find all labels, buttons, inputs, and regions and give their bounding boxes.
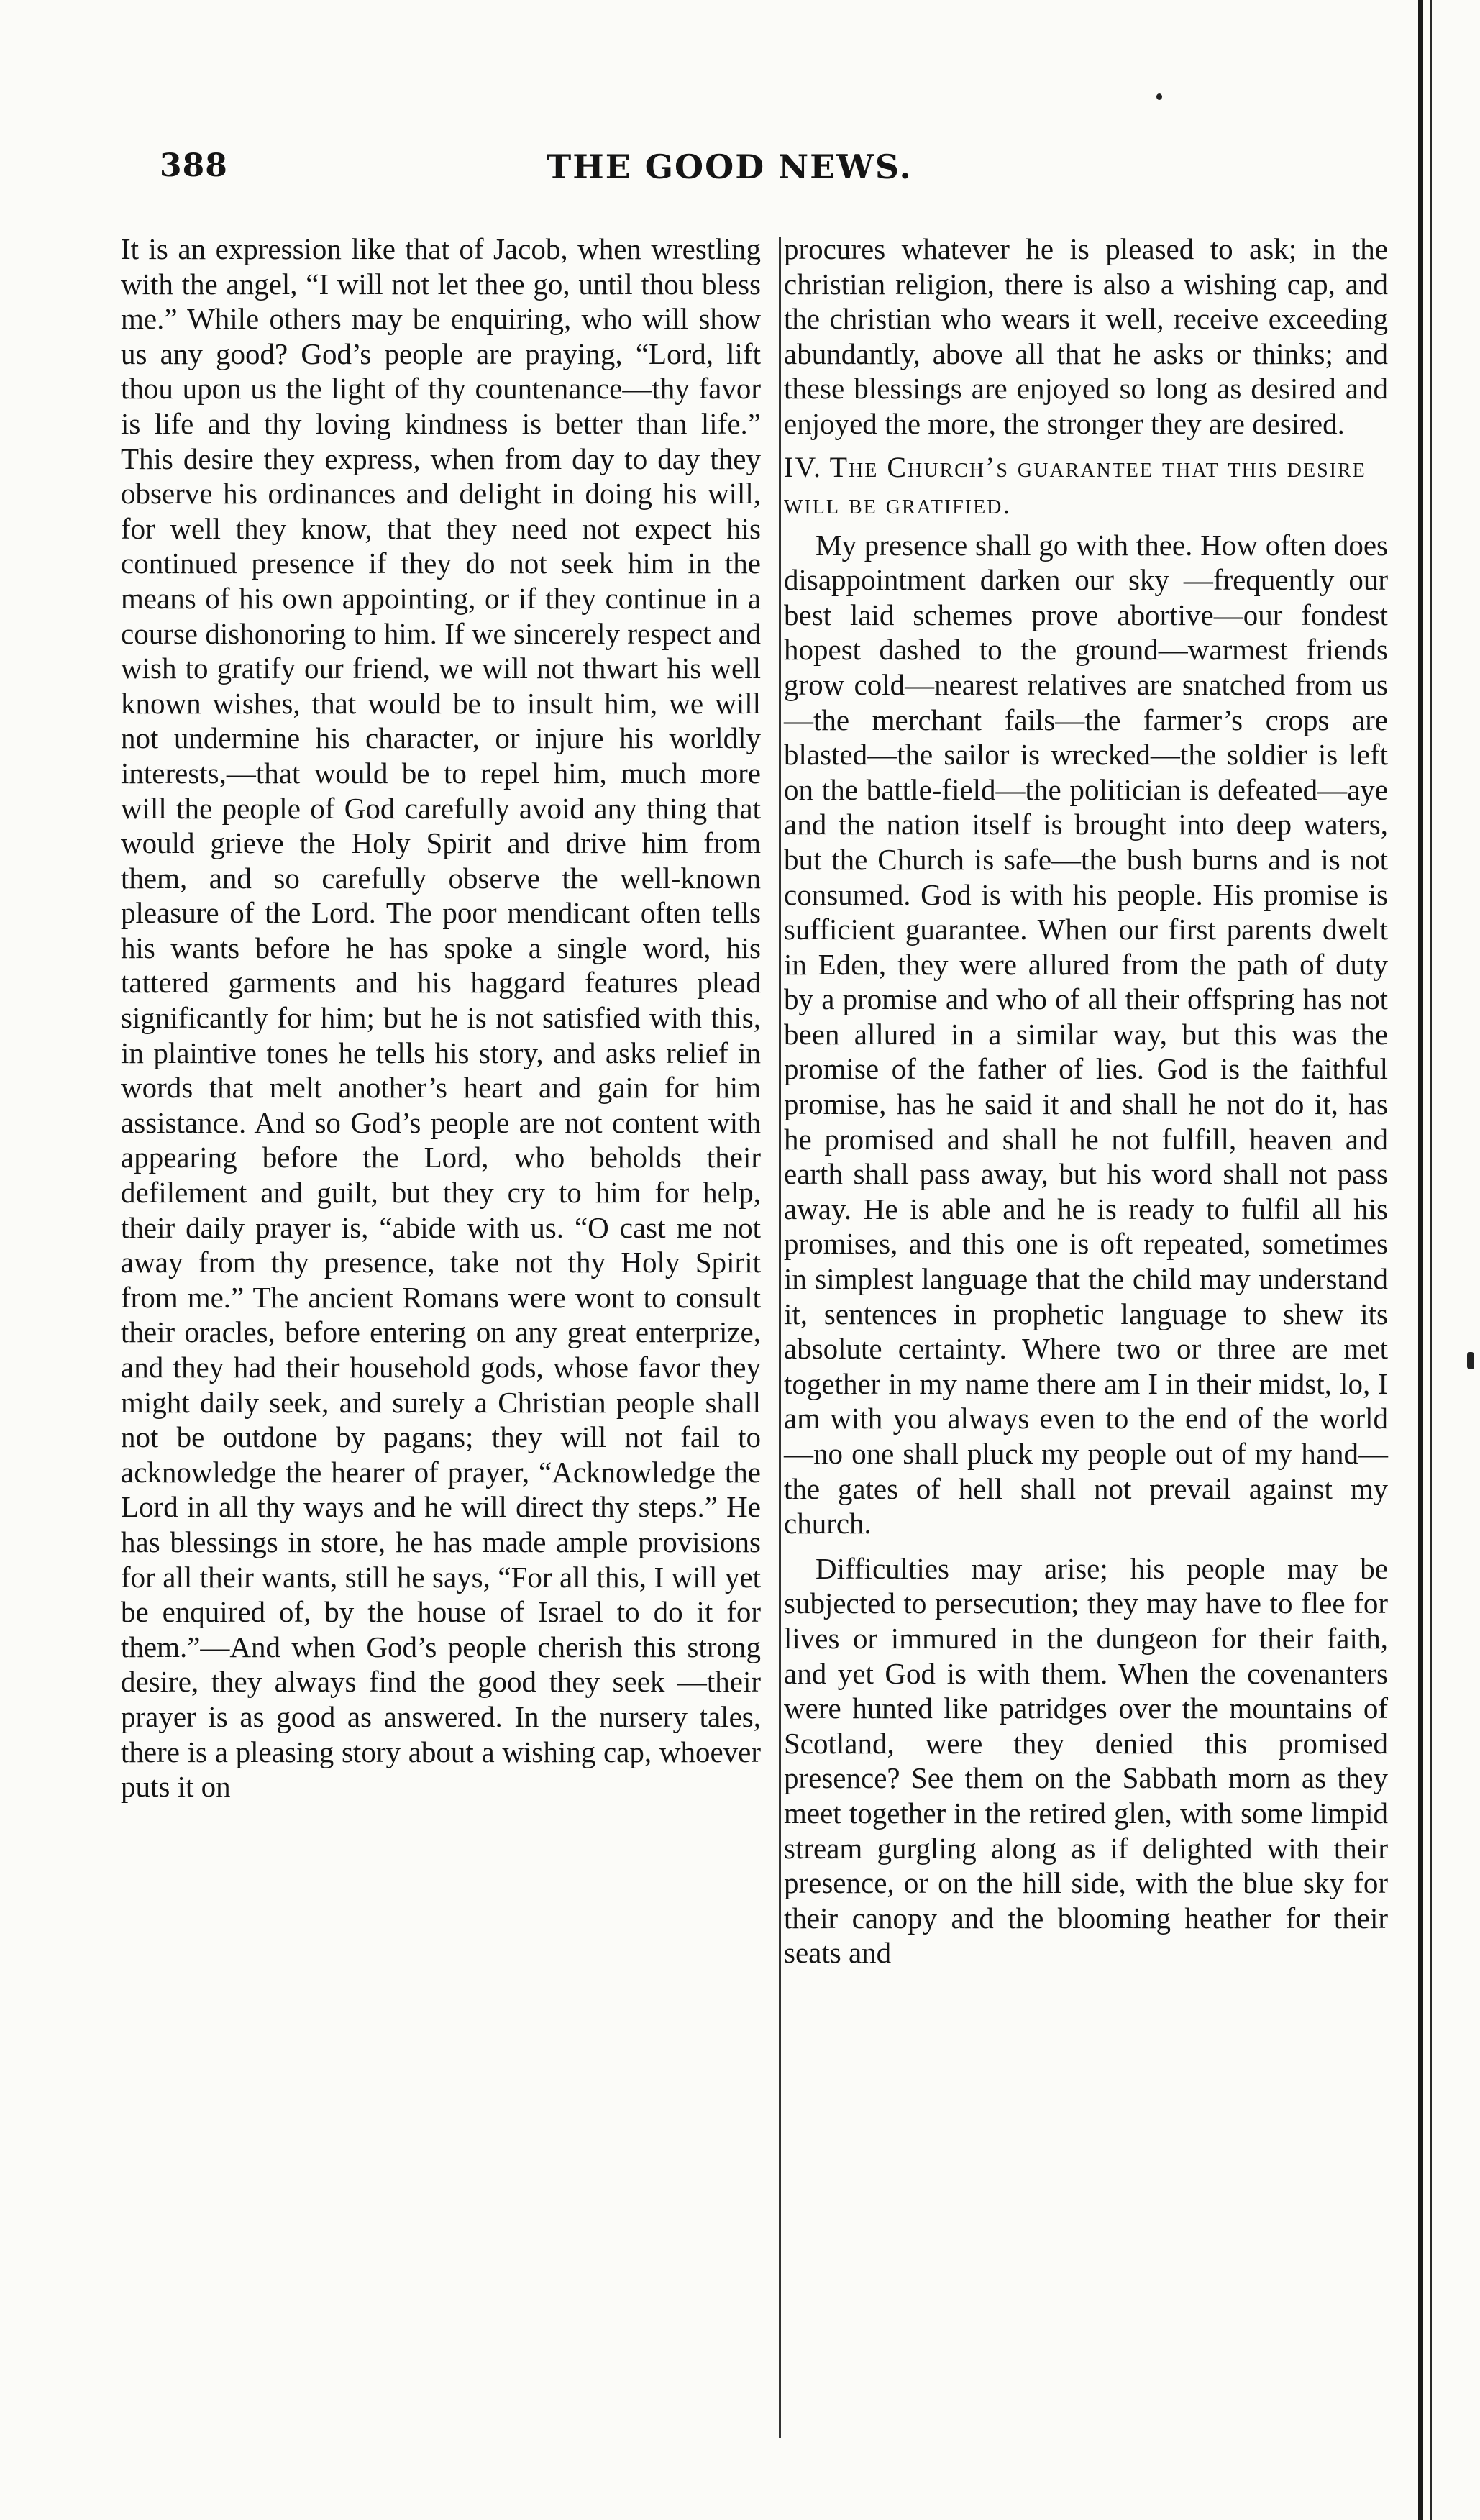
- section-heading-text: The Church’s guarantee that this desire will be gratified.: [784, 450, 1366, 520]
- ink-speck: [1467, 1352, 1474, 1369]
- column-divider: [779, 237, 781, 2438]
- ink-speck: [1156, 93, 1162, 100]
- page-number: 388: [160, 147, 228, 184]
- running-title: THE GOOD NEWS.: [547, 147, 913, 186]
- right-paragraph-2: My presence shall go with thee. How often does disappointment darken our sky —frequently our best laid schemes prove abortive—our fondest hopest dashed to the ground—warmest friends grow cold—nearest relatives are snatched from us—the merchant fails—the farmer’s crops are blasted—the sailor is wrecked—the soldier is left on the battle-field—the politician is defeated—aye and the nation itself is brought into deep waters, but the Church is safe—the bush burns and is not consumed. God is with his people. His promise is sufficient guarantee. When our first parents dwelt in Eden, they were allured from the path of duty by a promise and who of all their offspring has not been allured in a similar way, but this was the promise of the father of lies. God is the faithful promise, has he said it and shall he not do it, has he promised and shall he not fulfill, heaven and earth shall pass away, but his word shall not pass away. He is able and he is ready to fulfil all his promises, and this one is oft repeated, sometimes in simplest language that the child may understand it, sentences in prophetic language to shew its absolute certainty. Where two or three are met together in my name there am I in their midst, lo, I am with you always even to the end of the world—no one shall pluck my people out of my hand—the gates of hell shall not prevail against my church.: [784, 528, 1388, 1540]
- section-numeral: IV.: [784, 450, 823, 483]
- left-column: [121, 232, 761, 1804]
- running-header: [0, 147, 1410, 198]
- left-paragraph-1: It is an expression like that of Jacob, when wrestling with the angel, “I will not let thee go, until thou bless me.” While others may be enquiring, who will show us any good? God’s people are praying, “Lord, lift thou upon us the light of thy countenance—thy favor is life and thy loving kindness is better than life.” This desire they express, when from day to day they observe his ordinances and delight in doing his will, for well they know, that they need not expect his continued presence if they do not seek him in the means of his own appointing, or if they continue in a course dishonoring to him. If we sincerely respect and wish to gratify our friend, we will not thwart his well known wishes, that would be to insult him, we will not undermine his character, or injure his worldly interests,—that would be to repel him, much more will the people of God carefully avoid any thing that would grieve the Holy Spirit and drive him from them, and so carefully observe the well-known pleasure of the Lord. The poor mendicant often tells his wants before he has spoke a single word, his tattered garments and his haggard features plead significantly for him; but he is not satisfied with this, in plaintive tones he tells his story, and asks relief in words that melt another’s heart and gain for him assistance. And so God’s people are not content with appearing before the Lord, who beholds their defilement and guilt, but they cry to him for help, their daily prayer is, “abide with us. “O cast me not away from thy presence, take not thy Holy Spirit from me.” The ancient Romans were wont to consult their oracles, before entering on any great enterprize, and they had their household gods, whose favor they might daily seek, and surely a Christian people shall not be outdone by pagans; they will not fail to acknowledge the hearer of prayer, “Acknowledge the Lord in all thy ways and he will direct thy steps.” He has blessings in store, he has made ample provisions for all their wants, still he says, “For all this, I will yet be enquired of, by the house of Israel to do it for them.”—And when God’s people cherish this strong desire, they always find the good they seek —their prayer is as good as answered. In the nursery tales, there is a pleasing story about a wishing cap, whoever puts it on: [121, 232, 761, 1804]
- page-edge-rule: [1430, 0, 1432, 2520]
- right-column: [784, 232, 1388, 1971]
- right-paragraph-3: Difficulties may arise; his people may be subjected to persecution; they may have to flee for lives or immured in the dungeon for their faith, and yet God is with them. When the covenanters were hunted like patridges over the mountains of Scotland, were they denied this promised presence? See them on the Sabbath morn as they meet together in the retired glen, with some limpid stream gurgling along as if delighted with their presence, or on the hill side, with the blue sky for their canopy and the blooming heather for their seats and: [784, 1551, 1388, 1970]
- section-heading: [784, 450, 1388, 524]
- right-paragraph-1: procures whatever he is pleased to ask; in the christian religion, there is also a wishing cap, and the christian who wears it well, receive exceeding abundantly, above all that he asks or thinks; and these blessings are enjoyed so long as desired and enjoyed the more, the stronger they are desired.: [784, 232, 1388, 440]
- page-edge-rule: [1418, 0, 1423, 2520]
